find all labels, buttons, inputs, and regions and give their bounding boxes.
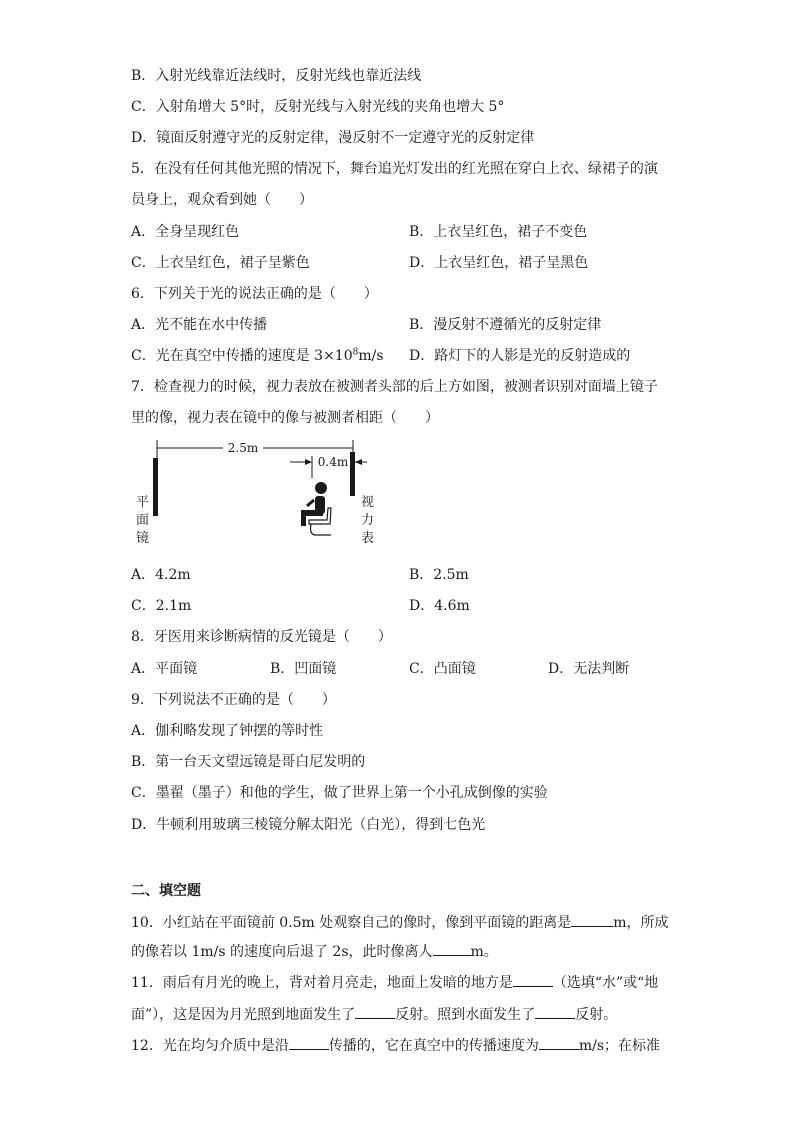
q5-stem-line2: 员身上，观众看到她（ ）: [131, 192, 313, 208]
q10-line2: 的像若以 1m/s 的速度向后退了 2s，此时像离人 m。: [131, 940, 498, 962]
q7-figure: [131, 438, 391, 562]
q7-option-b: B．2.5m: [409, 567, 469, 583]
q5-option-b: B．上衣呈红色，裙子不变色: [409, 224, 588, 240]
q6-option-a: A．光不能在水中传播: [131, 317, 268, 333]
q7-option-a: A．4.2m: [131, 567, 191, 583]
q12-blank-2: [539, 1034, 579, 1050]
q9-option-c: C．墨翟（墨子）和他的学生，做了世界上第一个小孔成倒像的实验: [131, 785, 548, 801]
q8-option-b: B．凹面镜: [270, 661, 337, 677]
q9-option-d: D．牛顿利用玻璃三棱镜分解太阳光（白光），得到七色光: [131, 817, 486, 833]
q11-line2: 面”），这是因为月光照到地面发生了 反射。照到水面发生了 反射。: [131, 1003, 617, 1025]
q8-stem: 8．牙医用来诊断病情的反光镜是（ ）: [131, 629, 392, 645]
q12-blank-1: [289, 1034, 329, 1050]
q5-option-d: D．上衣呈红色，裙子呈黑色: [409, 255, 589, 271]
q10-blank-1: [571, 911, 613, 927]
chart-label-2: 力: [361, 513, 375, 528]
q7-stem-line2: 里的像，视力表在镜中的像与被测者相距（ ）: [131, 410, 439, 426]
q9-option-b: B．第一台天文望远镜是哥白尼发明的: [131, 754, 366, 770]
q6-option-b: B．漫反射不遵循光的反射定律: [409, 317, 602, 333]
q4-option-c: C．入射角增大 5°时，反射光线与入射光线的夹角也增大 5°: [131, 99, 505, 115]
q5-option-c: C．上衣呈红色，裙子呈紫色: [131, 255, 310, 271]
vision-test-diagram: [131, 438, 391, 558]
q11-blank-3: [535, 1003, 575, 1019]
q9-option-a: A．伽利略发现了钟摆的等时性: [131, 723, 324, 739]
mirror-label-3: 镜: [136, 531, 150, 546]
q11-blank-1: [513, 971, 553, 987]
dim-total-label: 2.5m: [227, 441, 259, 455]
q4-option-b: B．入射光线靠近法线时，反射光线也靠近法线: [131, 68, 422, 84]
q4-option-d: D．镜面反射遵守光的反射定律，漫反射不一定遵守光的反射定律: [131, 130, 535, 146]
q11-line1: 11．雨后有月光的晚上，背对着月亮走，地面上发暗的地方是 （选填“水”或“地: [131, 971, 658, 993]
q8-option-d: D．无法判断: [548, 661, 630, 677]
mirror-label-2: 面: [136, 513, 150, 528]
q6-option-c: C．光在真空中传播的速度是 $3\times 10^8m/s$: [131, 347, 384, 364]
q6-stem: 6．下列关于光的说法正确的是（ ）: [131, 286, 378, 302]
q5-option-a: A．全身呈现红色: [131, 224, 240, 240]
q7-stem-line1: 7．检查视力的时候，视力表放在被测者头部的后上方如图，被测者识别对面墙上镜子: [131, 379, 658, 395]
seated-person-icon: [301, 482, 331, 535]
q10-line1: 10．小红站在平面镜前 0.5m 处观察自己的像时，像到平面镜的距离是 m，所成: [131, 911, 669, 933]
section-title-fill-in: 二、填空题: [131, 883, 201, 899]
q6-option-d: D．路灯下的人影是光的反射造成的: [409, 348, 631, 364]
q10-blank-2: [433, 940, 471, 956]
dim-small-label: 0.4m: [317, 455, 349, 469]
q11-blank-2: [355, 1003, 395, 1019]
chart-label-3: 表: [361, 531, 375, 546]
q5-stem-line1: 5．在没有任何其他光照的情况下，舞台追光灯发出的红光照在穿白上衣、绿裙子的演: [131, 161, 658, 177]
mirror-label-1: 平: [136, 495, 150, 510]
chart-label-1: 视: [361, 495, 375, 510]
q7-option-d: D．4.6m: [409, 598, 470, 614]
q9-stem: 9．下列说法不正确的是（ ）: [131, 692, 336, 708]
q12-line1: 12．光在均匀介质中是沿 传播的，它在真空中的传播速度为 m/s；在标准: [131, 1034, 660, 1056]
vision-chart: [350, 452, 355, 496]
q7-option-c: C．2.1m: [131, 598, 192, 614]
plane-mirror: [153, 458, 158, 516]
q8-option-a: A．平面镜: [131, 661, 198, 677]
q8-option-c: C．凸面镜: [409, 661, 476, 677]
